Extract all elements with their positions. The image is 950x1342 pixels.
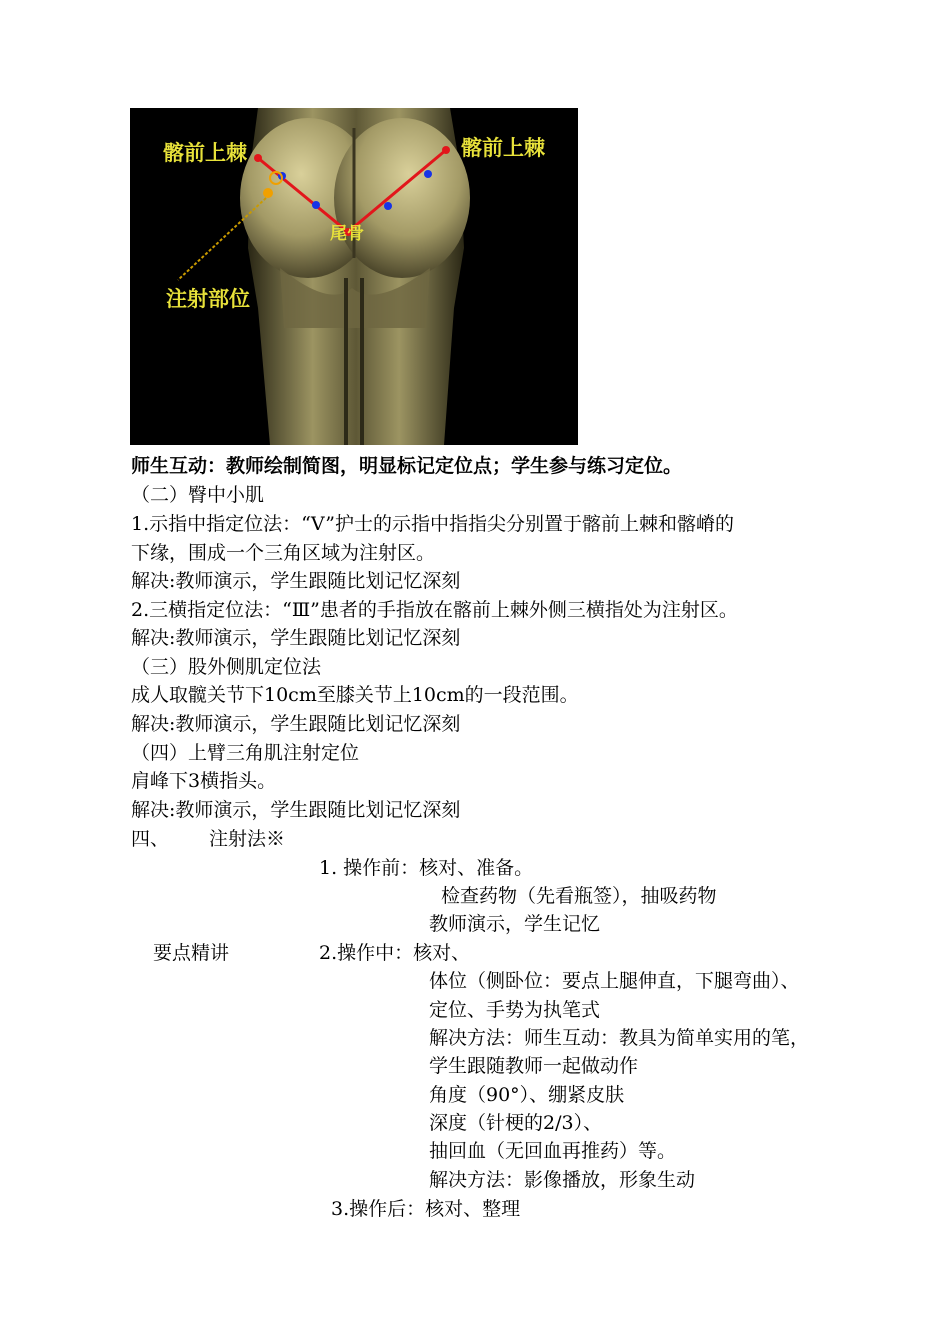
division-point	[312, 201, 320, 209]
step-detail: 教师演示，学生记忆	[429, 913, 601, 935]
section-title: （二）臀中小肌	[131, 484, 265, 506]
paragraph-line: 1.示指中指定位法：“V”护士的示指中指指尖分别置于髂前上棘和髂嵴的	[131, 513, 734, 535]
label-iliac-spine-right: 髂前上棘	[461, 136, 545, 160]
paragraph-line: 肩峰下3横指头。	[131, 770, 277, 792]
division-point	[424, 170, 432, 178]
iliac-spine-point-right	[442, 146, 450, 154]
step-detail: 抽回血（无回血再推药）等。	[429, 1140, 677, 1162]
part-number: 四、	[131, 828, 170, 850]
gluteal-injection-figure	[130, 108, 578, 445]
step-detail: 学生跟随教师一起做动作	[429, 1055, 639, 1077]
key-points-label: 要点精讲	[153, 942, 230, 964]
step-line: 2.操作中：核对、	[319, 942, 471, 964]
step-detail: 角度（90°）、绷紧皮肤	[429, 1084, 625, 1106]
injection-site-marker	[263, 188, 273, 198]
step-line: 3.操作后：核对、整理	[331, 1198, 521, 1220]
step-detail: 解决方法：影像播放，形象生动	[429, 1169, 696, 1191]
iliac-spine-point-left	[254, 154, 262, 162]
paragraph-line: 下缘，围成一个三角区域为注射区。	[131, 542, 436, 564]
step-line: 1. 操作前：核对、准备。	[319, 857, 534, 879]
division-point	[384, 202, 392, 210]
step-detail: 体位（侧卧位：要点上腿伸直，下腿弯曲）、	[429, 970, 800, 992]
paragraph-line: 2.三横指定位法：“Ⅲ”患者的手指放在髂前上棘外侧三横指处为注射区。	[131, 599, 738, 621]
solution-line: 解决:教师演示，学生跟随比划记忆深刻	[131, 713, 461, 735]
paragraph-line: 成人取髋关节下10cm至膝关节上10cm的一段范围。	[131, 684, 579, 706]
solution-line: 解决:教师演示，学生跟随比划记忆深刻	[131, 627, 461, 649]
step-detail: 定位、手势为执笔式	[429, 999, 601, 1021]
gluteal-illustration	[130, 108, 578, 445]
step-detail: 深度（针梗的2/3）、	[429, 1112, 603, 1134]
section-title: （三）股外侧肌定位法	[131, 656, 322, 678]
step-detail: 检查药物（先看瓶签），抽吸药物	[441, 885, 717, 907]
section-title: （四）上臂三角肌注射定位	[131, 742, 360, 764]
label-coccyx: 尾骨	[330, 224, 364, 244]
part-title: 注射法※	[209, 828, 286, 850]
solution-line: 解决:教师演示，学生跟随比划记忆深刻	[131, 799, 461, 821]
label-iliac-spine-left: 髂前上棘	[163, 141, 247, 165]
step-detail: 解决方法：师生互动：教具为简单实用的笔，	[429, 1027, 810, 1049]
label-injection-site: 注射部位	[166, 287, 250, 311]
interaction-note: 师生互动：教师绘制简图，明显标记定位点；学生参与练习定位。	[131, 455, 683, 477]
solution-line: 解决:教师演示，学生跟随比划记忆深刻	[131, 570, 461, 592]
